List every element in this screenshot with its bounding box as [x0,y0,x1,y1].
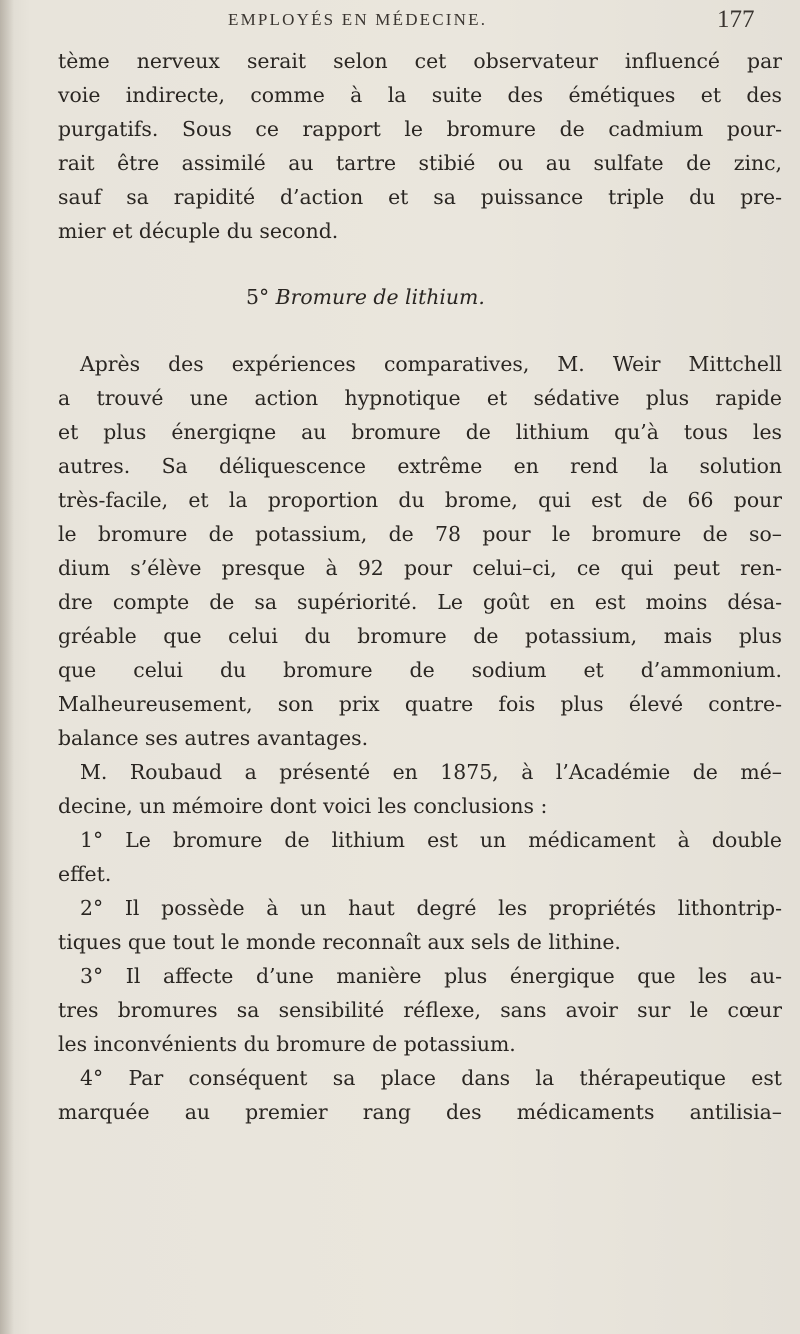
text-line: les inconvénients du bromure de potassium. [58,1032,516,1056]
text-line: le bromure de potassium, de 78 pour le bromure de so– [58,522,782,546]
text-line: tème nerveux serait selon cet observateur influencé par [58,49,782,73]
conclusion-4 [58,1061,782,1129]
text-line: que celui du bromure de sodium et d’ammonium. [58,658,782,682]
text-line: sauf sa rapidité d’action et sa puissance triple du pre- [58,185,782,209]
paragraph-intro [58,44,782,248]
text-line: très-facile, et la proportion du brome, qui est de 66 pour [58,488,782,512]
text-line: mier et décuple du second. [58,219,339,243]
text-line: purgatifs. Sous ce rapport le bromure de cadmium pour- [58,117,782,141]
text-line: marquée au premier rang des médicaments antilisia– [58,1100,782,1124]
text-line: et plus énergiqne au bromure de lithium qu’à tous les [58,420,782,444]
text-line: dium s’élève presque à 92 pour celui–ci, ce qui peut ren- [58,556,782,580]
text-line: 4° Par conséquent sa place dans la thérapeutique est [80,1066,782,1090]
text-line: balance ses autres avantages. [58,726,369,750]
text-line: rait être assimilé au tartre stibié ou au sulfate de zinc, [58,151,782,175]
section-title: Bromure de lithium. [275,285,485,309]
text-line: Malheureusement, son prix quatre fois plus élevé contre- [58,692,782,716]
paragraph-roubaud [58,755,782,823]
conclusion-3 [58,959,782,1061]
body-text [58,44,782,1129]
text-line: 3° Il affecte d’une manière plus énergique que les au- [80,964,782,988]
text-line: gréable que celui du bromure de potassium, mais plus [58,624,782,648]
text-line: Après des expériences comparatives, M. Weir Mittchell [80,352,782,376]
text-line: 1° Le bromure de lithium est un médicament à double [80,828,782,852]
text-line: 2° Il possède à un haut degré les propriétés lithontrip- [80,896,782,920]
text-line: tiques que tout le monde reconnaît aux sels de lithine. [58,930,621,954]
section-number: 5° [246,285,270,309]
text-line: a trouvé une action hypnotique et sédative plus rapide [58,386,782,410]
text-line: voie indirecte, comme à la suite des émétiques et des [58,83,782,107]
text-line: effet. [58,862,112,886]
section-heading [58,280,782,314]
text-line: autres. Sa déliquescence extrême en rend la solution [58,454,782,478]
text-line: decine, un mémoire dont voici les conclusions : [58,794,548,818]
text-line: dre compte de sa supériorité. Le goût en est moins désa- [58,590,782,614]
page-number: 177 [717,6,755,33]
conclusion-2 [58,891,782,959]
text-line: M. Roubaud a présenté en 1875, à l’Académie de mé– [80,760,782,784]
gutter-shadow [0,0,14,1334]
running-title: EMPLOYÉS EN MÉDECINE. [228,10,488,29]
conclusion-1 [58,823,782,891]
paragraph-main [58,347,782,755]
running-head [0,6,800,36]
text-line: tres bromures sa sensibilité réflexe, sans avoir sur le cœur [58,998,782,1022]
